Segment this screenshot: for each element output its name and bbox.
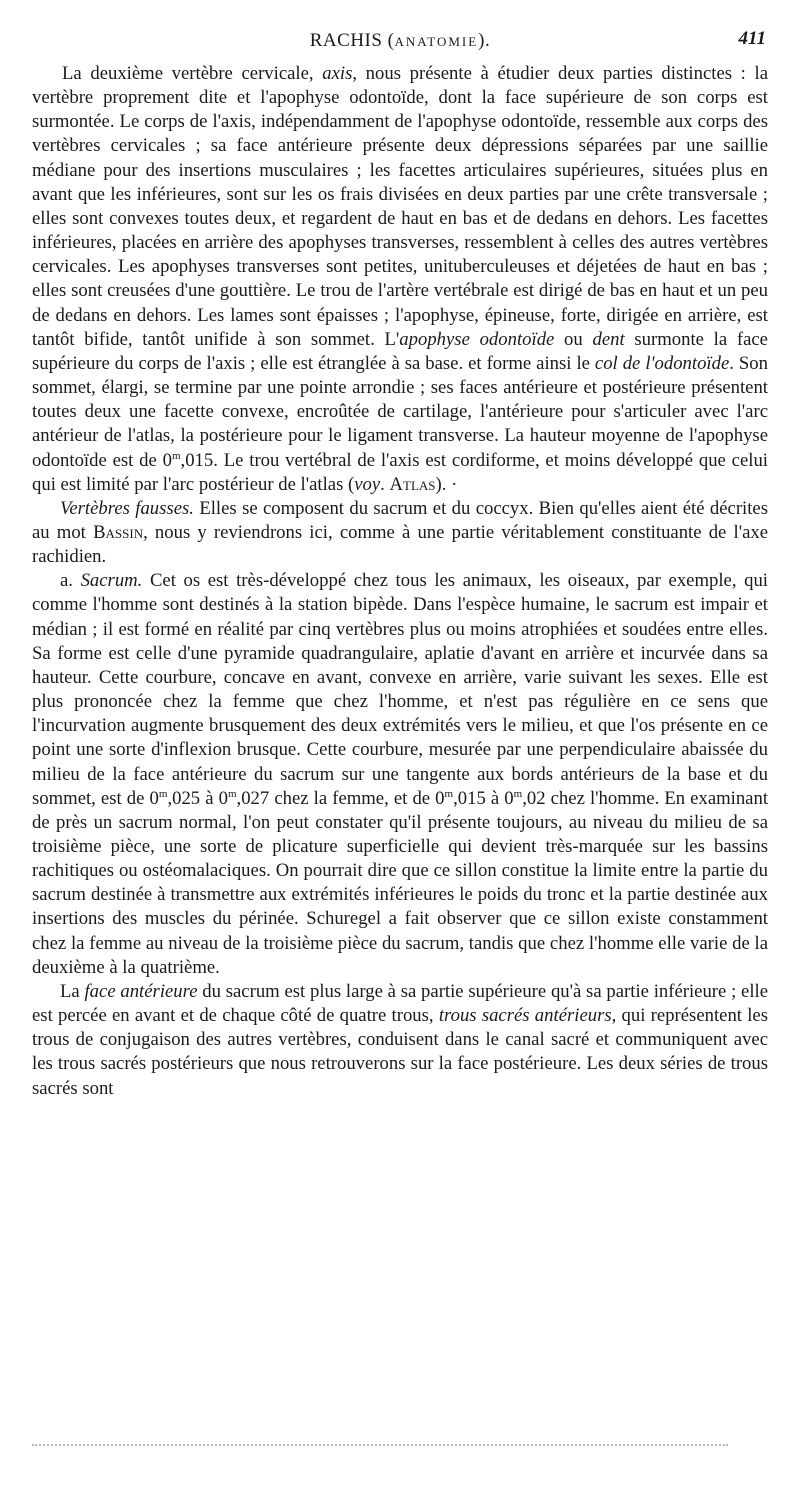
body-text: [32, 62, 768, 1101]
document-page: [32, 0, 768, 1486]
paragraph-axis: La deuxième vertèbre cervicale, axis, nous présente à étudier deux parties distinctes : la vertèbre proprement dite et l'apophyse odontoïde, dont la face supérieure de son corps est surmontée. Le corps de l'axis, indépendamment de l'apophyse odontoïde, ressemble aux corps des vertèbres cervicales ; sa face antérieure présente deux dépressions séparées par une saillie médiane pour des insertions musculaires ; les facettes articulaires supérieures, situées plus en avant que les inférieures, sont sur les os frais divisées en deux parties par une crête transversale ; elles sont convexes toutes deux, et regardent de haut en bas et de dedans en dehors. Les facettes inférieures, placées en arrière des apophyses transverses, ressemblent à celles des autres vertèbres cervicales. Les apophyses transverses sont petites, unituberculeuses et déjetées de haut en bas ; elles sont creusées d'une gouttière. Le trou de l'artère vertébrale est dirigé de bas en haut et un peu de dedans en dehors. Les lames sont épaisses ; l'apophyse, épineuse, forte, dirigée en arrière, est tantôt bifide, tantôt unifide à son sommet. L'apophyse odontoïde ou dent surmonte la face supérieure du corps de l'axis ; elle est étranglée à sa base. et forme ainsi le col de l'odontoïde. Son sommet, élargi, se termine par une pointe arrondie ; ses faces antérieure et postérieure présentent toutes deux une facette convexe, encroûtée de cartilage, l'antérieure pour s'articuler avec l'arc antérieur de l'atlas, la postérieure pour le ligament transverse. La hauteur moyenne de l'apophyse odontoïde est de 0$^m$,015. Le trou vertébral de l'axis est cordiforme, et moins développé que celui qui est limité par l'arc postérieur de l'atlas (voy. Atlas). ·: [32, 63, 768, 495]
ref-atlas: Atlas: [389, 473, 436, 495]
heading-subtitle: ANATOMIE: [394, 34, 479, 49]
term-axis: axis: [322, 63, 353, 84]
ref-bassin: Bassin: [93, 521, 144, 543]
page-heading: [32, 30, 768, 52]
paragraph-sacrum: a. Sacrum. Cet os est très-développé chez tous les animaux, les oiseaux, par exemple, qui comme l'homme sont destinés à la station bipède. Dans l'espèce humaine, le sacrum est impair et médian ; il est formé en réalité par cinq vertèbres plus ou moins atrophiées et soudées entre elles. Sa forme est celle d'une pyramide quadrangulaire, aplatie d'avant en arrière et incurvée dans sa hauteur. Cette courbure, concave en avant, convexe en arrière, varie suivant les sexes. Elle est plus prononcée chez la femme que chez l'homme, et n'est pas régulière en ce sens que l'incurvation augmente brusquement des deux extrémités vers le milieu, et que l'os présente en ce point une sorte d'inflexion brusque. Cette courbure, mesurée par une perpendiculaire abaissée du milieu de la face antérieure du sacrum sur une tangente aux bords antérieurs de la base et du sommet, est de 0$^m$,025 à 0$^m$,027 chez la femme, et de 0$^m$,015 à 0$^m$,02 chez l'homme. En examinant de près un sacrum normal, l'on peut constater qu'il présente toujours, au niveau du milieu de sa troisième pièce, une sorte de plicature superficielle qui devient très-marquée sur les bassins rachitiques ou ostéomalaciques. On pourrait dire que ce sillon constitue la limite entre la partie du sacrum destinée à transmettre aux extrémités inférieures le poids du tronc et la partie destinée aux insertions des muscles du périnée. Schuregel a fait observer que ce sillon existe constamment chez la femme au niveau de la troisième pièce du sacrum, tandis que chez l'homme elle varie de la deuxième à la quatrième.: [32, 570, 769, 978]
heading-main: RACHIS (: [309, 30, 395, 51]
term-face-anterieure: face antérieure: [84, 980, 198, 1002]
paragraph-face-anterieure: La face antérieure du sacrum est plus large à sa partie supérieure qu'à sa partie inférieure ; elle est percée en avant et de chaque côté de quatre trous, trous sacrés antérieurs, qui représentent les trous de conjugaison des autres vertèbres, conduisent dans le canal sacré et communiquent avec les trous sacrés postérieurs que nous retrouverons sur la face postérieure. Les deux séries de trous sacrés sont: [32, 980, 769, 1099]
running-head: [32, 0, 768, 62]
paragraph-vertebres-fausses: Vertèbres fausses. Elles se composent du sacrum et du coccyx. Bien qu'elles aient été décrites au mot Bassin, nous y reviendrons ici, comme à une partie véritablement constituante de l'axe rachidien.: [32, 497, 769, 568]
term-voy: voy: [354, 473, 381, 495]
page-number: 411: [738, 28, 766, 49]
section-lead-sacrum: Sacrum.: [80, 570, 143, 592]
page-bottom-rule: [32, 1444, 728, 1446]
term-col-odontoide: col de l'odontoïde: [594, 352, 730, 374]
term-dent: dent: [592, 328, 625, 350]
section-lead-vertebres-fausses: Vertèbres fausses.: [60, 497, 194, 519]
heading-end: ).: [478, 30, 491, 51]
term-apophyse-odontoide: apophyse odontoïde: [399, 328, 555, 350]
term-trous-sacres: trous sacrés antérieurs: [438, 1005, 612, 1027]
